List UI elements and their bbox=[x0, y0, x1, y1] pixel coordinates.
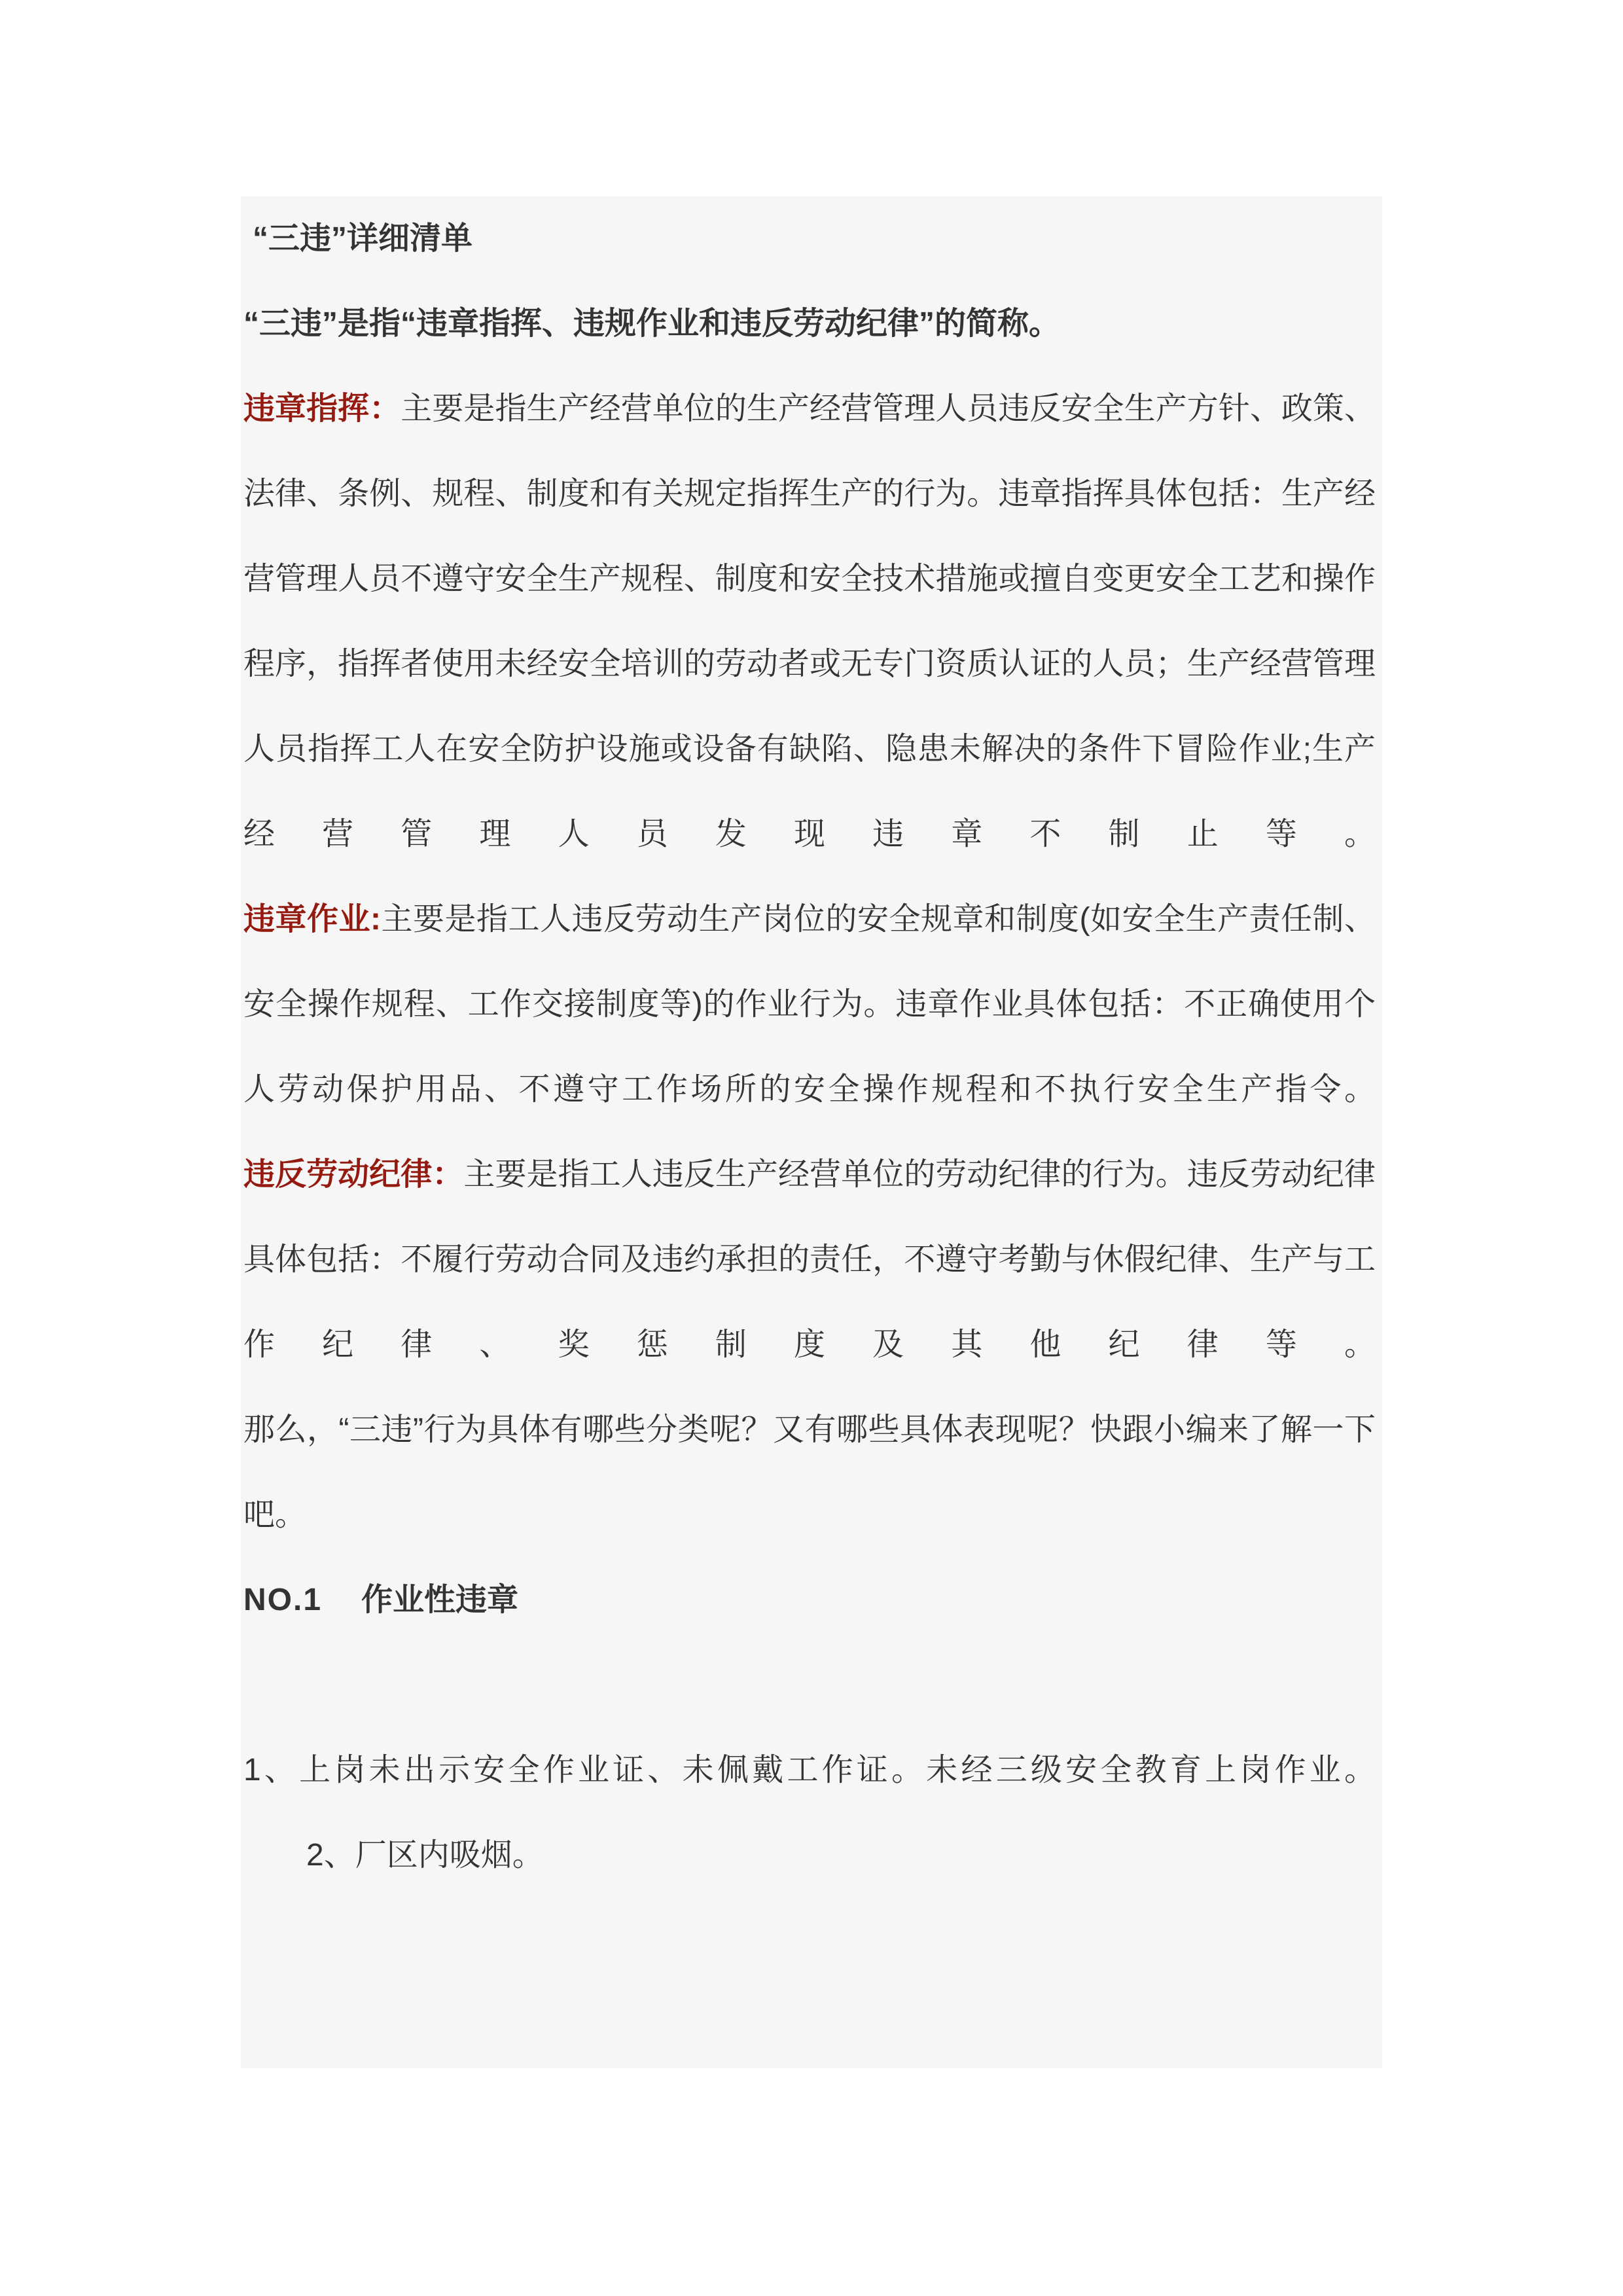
list-item-number: 2、 bbox=[306, 1838, 355, 1873]
paragraph-lead: 违反劳动纪律： bbox=[243, 1157, 464, 1192]
content-panel bbox=[241, 196, 1382, 2068]
list-item bbox=[243, 1728, 1376, 1813]
list-item bbox=[243, 1813, 1376, 1898]
intro-definition: “三违”是指“违章指挥、违规作业和违反劳动纪律”的简称。 bbox=[243, 306, 1061, 341]
paragraph-weizhang-zhihui bbox=[243, 367, 1376, 877]
paragraph-body: 主要是指工人违反生产经营单位的劳动纪律的行为。违反劳动纪律具体包括：不履行劳动合同及违约承担的责任，不遵守考勤与休假纪律、生产与工作纪律、奖惩制度及其他纪律等。 bbox=[243, 1157, 1376, 1362]
section-label: NO.1 bbox=[243, 1583, 323, 1617]
paragraph-weifan-laodong-jilv bbox=[243, 1132, 1376, 1388]
paragraph-body: 主要是指工人违反劳动生产岗位的安全规章和制度(如安全生产责任制、安全操作规程、工作交接制度等)的作业行为。违章作业具体包括：不正确使用个人劳动保护用品、不遵守工作场所的安全操作规程和不执行安全生产指令。 bbox=[243, 902, 1376, 1107]
list-item-text: 上岗未出示安全作业证、未佩戴工作证。未经三级安全教育上岗作业。 bbox=[299, 1753, 1376, 1787]
section-title: 作业性违章 bbox=[361, 1583, 519, 1617]
paragraph-lead: 违章指挥： bbox=[243, 391, 401, 426]
page-title: “三违”详细清单 bbox=[253, 221, 473, 256]
paragraph-body: 主要是指生产经营单位的生产经营管理人员违反安全生产方针、政策、法律、条例、规程、制度和有关规定指挥生产的行为。违章指挥具体包括：生产经营管理人员不遵守安全生产规程、制度和安全技术措施或擅自变更安全工艺和操作程序，指挥者使用未经安全培训的劳动者或无专门资质认证的人员；生产经营管理人员指挥工人在安全防护设施或设备有缺陷、隐患未解决的条件下冒险作业;生产经营管理人员发现违章不制止等。 bbox=[243, 391, 1376, 852]
transition-paragraph: 那么，“三违”行为具体有哪些分类呢？又有哪些具体表现呢？快跟小编来了解一下吧。 bbox=[243, 1412, 1376, 1532]
list-item-text: 厂区内吸烟。 bbox=[355, 1838, 544, 1873]
list-item-number: 1、 bbox=[243, 1753, 300, 1787]
paragraph-weizhang-zuoye bbox=[243, 877, 1376, 1132]
paragraph-lead: 违章作业: bbox=[243, 902, 381, 937]
section-heading bbox=[243, 1558, 1376, 1643]
